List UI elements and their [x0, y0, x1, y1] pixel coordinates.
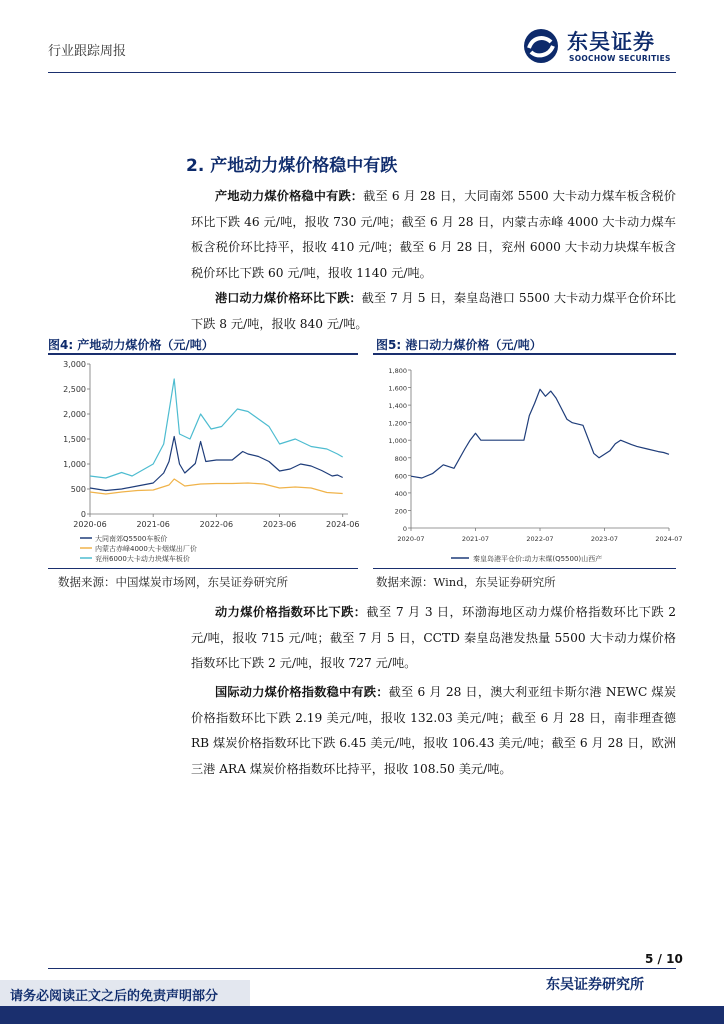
y-tick-label: 800	[394, 454, 407, 463]
paragraph-index	[191, 600, 676, 677]
y-tick-label: 2,000	[63, 410, 86, 419]
y-tick-label: 1,400	[388, 402, 407, 411]
y-tick-label: 600	[394, 472, 407, 481]
section-title: 2. 产地动力煤价格稳中有跌	[186, 156, 398, 176]
brand-name-cn: 东吴证券	[567, 30, 655, 54]
paragraph-international	[191, 680, 676, 782]
paragraph-body: 截至 7 月 3 日，环渤海地区动力煤价格指数环比下跌 2 元/吨，报收 715 元/吨；截至 7 月 5 日，CCTD 秦皇岛港发热量 5500 大卡动力煤价格指数环比下跌 2 元/吨，报收 727 元/吨。	[191, 605, 676, 670]
y-tick-label: 1,600	[388, 384, 407, 393]
brand-logo	[521, 26, 681, 66]
y-tick-label: 0	[402, 525, 407, 533]
figure-4-chart	[48, 356, 358, 566]
y-tick-label: 1,800	[388, 367, 407, 375]
figure-5-chart	[373, 356, 683, 566]
figure-4-top-rule	[48, 353, 358, 355]
series-line-2	[90, 479, 343, 494]
soochow-logo-icon	[521, 26, 561, 66]
y-tick-label: 500	[70, 485, 86, 494]
paragraph-lead: 产地动力煤价格稳中有跌：	[215, 189, 364, 203]
series-line-1	[90, 437, 343, 491]
y-tick-label: 0	[80, 510, 86, 519]
figure-4-bottom-rule	[48, 568, 358, 569]
y-tick-label: 1,200	[388, 419, 407, 428]
legend-label: 内蒙古赤峰4000大卡烟煤出厂价	[95, 545, 197, 553]
series-line-3	[90, 379, 343, 478]
y-tick-label: 3,000	[63, 360, 86, 369]
y-tick-label: 2,500	[63, 385, 86, 394]
paragraph-body: 截至 6 月 28 日，澳大利亚纽卡斯尔港 NEWC 煤炭价格指数环比下跌 2.19 美元/吨，报收 132.03 美元/吨；截至 6 月 28 日，南非理查德 RB 煤炭价格指数环比下跌 6.45 美元/吨，报收 106.43 美元/吨；截至 6 月 28 日，欧洲三港 ARA 煤炭价格指数环比持平，报收 108.50 美元/吨。	[191, 685, 677, 776]
paragraph-body: 截至 7 月 5 日，秦皇岛港口 5500 大卡动力煤平仓价环比下跌 8 元/吨，报收 840 元/吨。	[191, 291, 676, 331]
x-tick-label: 2020-07	[397, 535, 425, 543]
y-tick-label: 1,000	[388, 437, 407, 446]
legend-label: 秦皇岛港平仓价:动力末煤(Q5500)山西产	[473, 555, 603, 563]
figure-5-bottom-rule	[373, 568, 676, 569]
y-tick-label: 200	[394, 507, 407, 516]
figure-5-top-rule	[373, 353, 676, 355]
y-tick-label: 1,000	[63, 460, 86, 469]
x-tick-label: 2023-07	[590, 535, 619, 543]
disclaimer-link[interactable]: 请务必阅读正文之后的免责声明部分	[10, 989, 219, 1004]
paragraph-lead: 动力煤价格指数环比下跌：	[215, 605, 367, 619]
paragraph-lead: 国际动力煤价格指数稳中有跌：	[215, 685, 389, 699]
x-tick-label: 2021-07	[461, 535, 490, 543]
x-tick-label: 2024-06	[326, 520, 360, 529]
figure-5-title: 图5: 港口动力煤价格（元/吨）	[376, 338, 542, 352]
legend-label: 兖州6000大卡动力块煤车板价	[95, 555, 190, 563]
figure-4-title: 图4: 产地动力煤价格（元/吨）	[48, 338, 214, 352]
figure-4-source: 数据来源：中国煤炭市场网，东吴证券研究所	[58, 575, 288, 589]
footer-divider	[48, 968, 676, 969]
series-line-1	[411, 389, 669, 478]
x-tick-label: 2020-06	[73, 520, 107, 529]
paragraph-origin-price	[191, 184, 676, 286]
x-tick-label: 2024-07	[655, 535, 683, 543]
x-tick-label: 2022-07	[526, 535, 554, 543]
y-tick-label: 1,500	[63, 435, 86, 444]
paragraph-lead: 港口动力煤价格环比下跌：	[215, 291, 362, 305]
figure-5-source: 数据来源：Wind，东吴证券研究所	[376, 575, 556, 589]
paragraph-body: 截至 6 月 28 日，大同南郊 5500 大卡动力煤车板含税价环比下跌 46 元/吨，报收 730 元/吨；截至 6 月 28 日，内蒙古赤峰 4000 大卡动力煤车板含税价环比持平，报收 410 元/吨；截至 6 月 28 日，兖州 6000 大卡动力块煤车板含税价环比下跌 60 元/吨，报收 1140 元/吨。	[191, 189, 676, 280]
footer-org: 东吴证券研究所	[546, 977, 644, 993]
x-tick-label: 2021-06	[136, 520, 170, 529]
header-divider	[48, 72, 676, 73]
page-number: 5 / 10	[645, 952, 683, 966]
report-type-label: 行业跟踪周报	[48, 44, 127, 59]
x-tick-label: 2023-06	[262, 520, 297, 529]
paragraph-port-price	[191, 286, 676, 337]
x-tick-label: 2022-06	[199, 520, 234, 529]
legend-label: 大同南郊Q5500车板价	[95, 535, 168, 543]
brand-name-en: SOOCHOW SECURITIES	[569, 54, 671, 63]
footer-band	[0, 1006, 724, 1024]
y-tick-label: 400	[394, 489, 407, 498]
